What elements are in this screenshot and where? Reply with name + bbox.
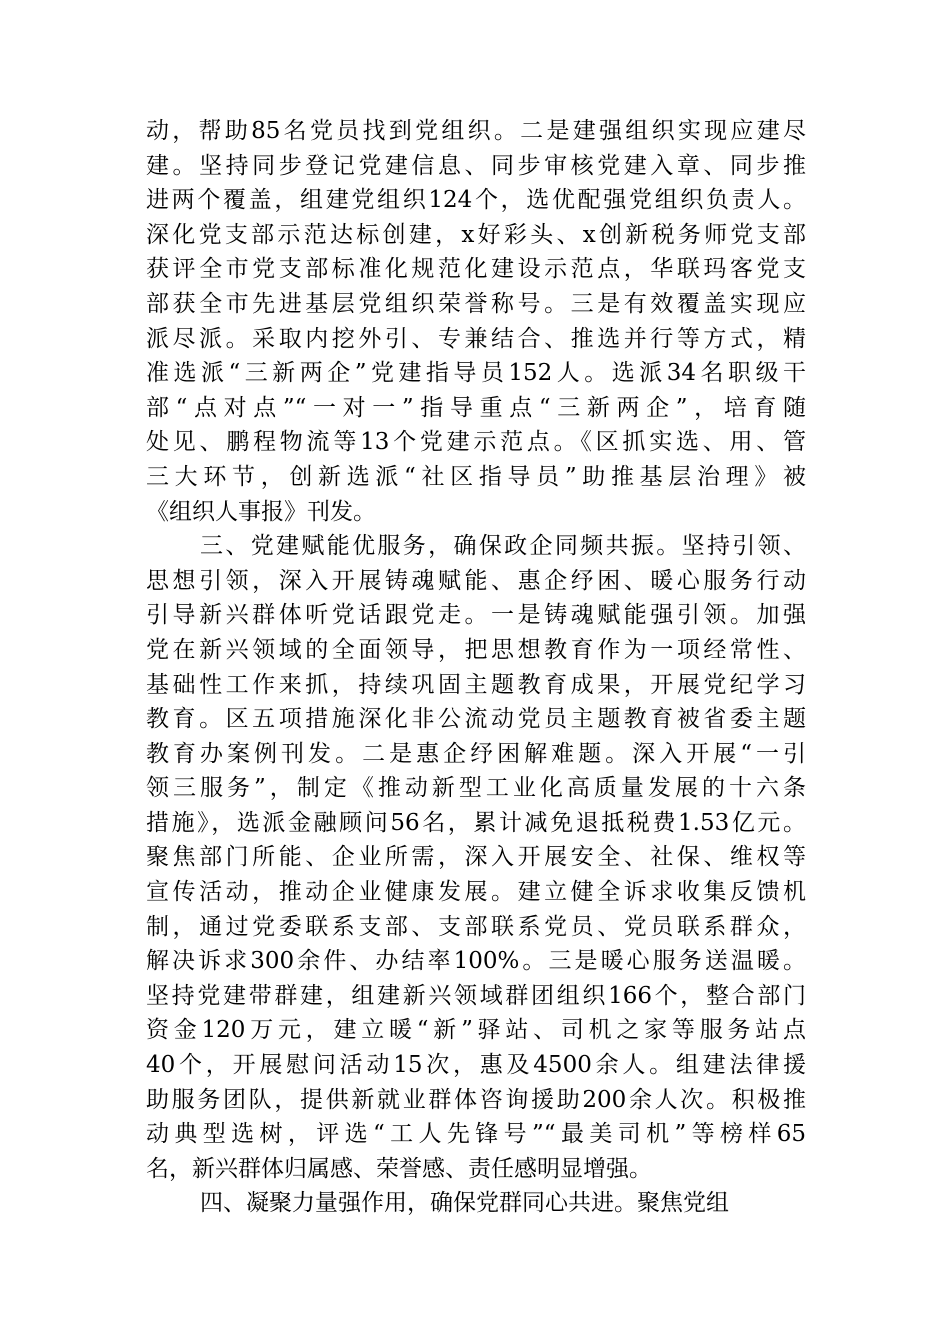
text-line: 措施》，选派金融顾问56名，累计减免退抵税费1.53亿元。 — [146, 809, 806, 836]
section-heading-line: 四、凝聚力量强作用，确保党群同心共进。聚焦党组 — [200, 1190, 729, 1217]
text-line: 获评全市党支部标准化规范化建设示范点，华联玛客党支 — [146, 256, 806, 283]
text-line: 引导新兴群体听党话跟党走。一是铸魂赋能强引领。加强 — [146, 602, 806, 629]
text-line: 部获全市先进基层党组织荣誉称号。三是有效覆盖实现应 — [146, 290, 806, 317]
text-line: 派尽派。采取内挖外引、专兼结合、推选并行等方式，精 — [146, 325, 806, 352]
text-line: 制，通过党委联系支部、支部联系党员、党员联系群众， — [146, 913, 806, 940]
text-line: 深化党支部示范达标创建，x好彩头、x创新税务师党支部 — [146, 221, 806, 248]
text-line: 部“点对点”“一对一”指导重点“三新两企”，培育随 — [146, 394, 806, 421]
document-body — [146, 114, 806, 1221]
text-line: 教育办案例刊发。二是惠企纾困解难题。深入开展“一引 — [146, 740, 806, 767]
text-line: 教育。区五项措施深化非公流动党员主题教育被省委主题 — [146, 706, 806, 733]
text-line: 名，新兴群体归属感、荣誉感、责任感明显增强。 — [146, 1155, 652, 1182]
text-line: 坚持党建带群建，组建新兴领域群团组织166个，整合部门 — [146, 982, 806, 1009]
text-line: 聚焦部门所能、企业所需，深入开展安全、社保、维权等 — [146, 844, 806, 871]
text-line: 资金120万元，建立暖“新”驿站、司机之家等服务站点 — [146, 1017, 806, 1044]
text-line: 进两个覆盖，组建党组织124个，选优配强党组织负责人。 — [146, 187, 806, 214]
text-line: 《组织人事报》刊发。 — [146, 498, 376, 525]
text-line: 处见、鹏程物流等13个党建示范点。《区抓实选、用、管 — [146, 429, 806, 456]
text-line: 助服务团队，提供新就业群体咨询援助200余人次。积极推 — [146, 1086, 806, 1113]
text-line: 40个，开展慰问活动15次，惠及4500余人。组建法律援 — [146, 1052, 806, 1079]
text-line: 思想引领，深入开展铸魂赋能、惠企纾困、暖心服务行动 — [146, 567, 806, 594]
section-heading-line: 三、党建赋能优服务，确保政企同频共振。坚持引领、 — [200, 533, 806, 560]
text-line: 建。坚持同步登记党建信息、同步审核党建入章、同步推 — [146, 152, 806, 179]
text-line: 宣传活动，推动企业健康发展。建立健全诉求收集反馈机 — [146, 879, 806, 906]
text-line: 解决诉求300余件、办结率100%。三是暖心服务送温暖。 — [146, 948, 806, 975]
text-line: 领三服务”，制定《推动新型工业化高质量发展的十六条 — [146, 775, 806, 802]
text-line: 基础性工作来抓，持续巩固主题教育成果，开展党纪学习 — [146, 671, 806, 698]
text-line: 党在新兴领域的全面领导，把思想教育作为一项经常性、 — [146, 636, 806, 663]
text-line: 动，帮助85名党员找到党组织。二是建强组织实现应建尽 — [146, 118, 806, 144]
text-line: 准选派“三新两企”党建指导员152人。选派34名职级干 — [146, 360, 806, 387]
text-line: 动典型选树，评选“工人先锋号”“最美司机”等榜样65 — [146, 1121, 806, 1148]
text-line: 三大环节，创新选派“社区指导员”助推基层治理》被 — [146, 463, 806, 490]
